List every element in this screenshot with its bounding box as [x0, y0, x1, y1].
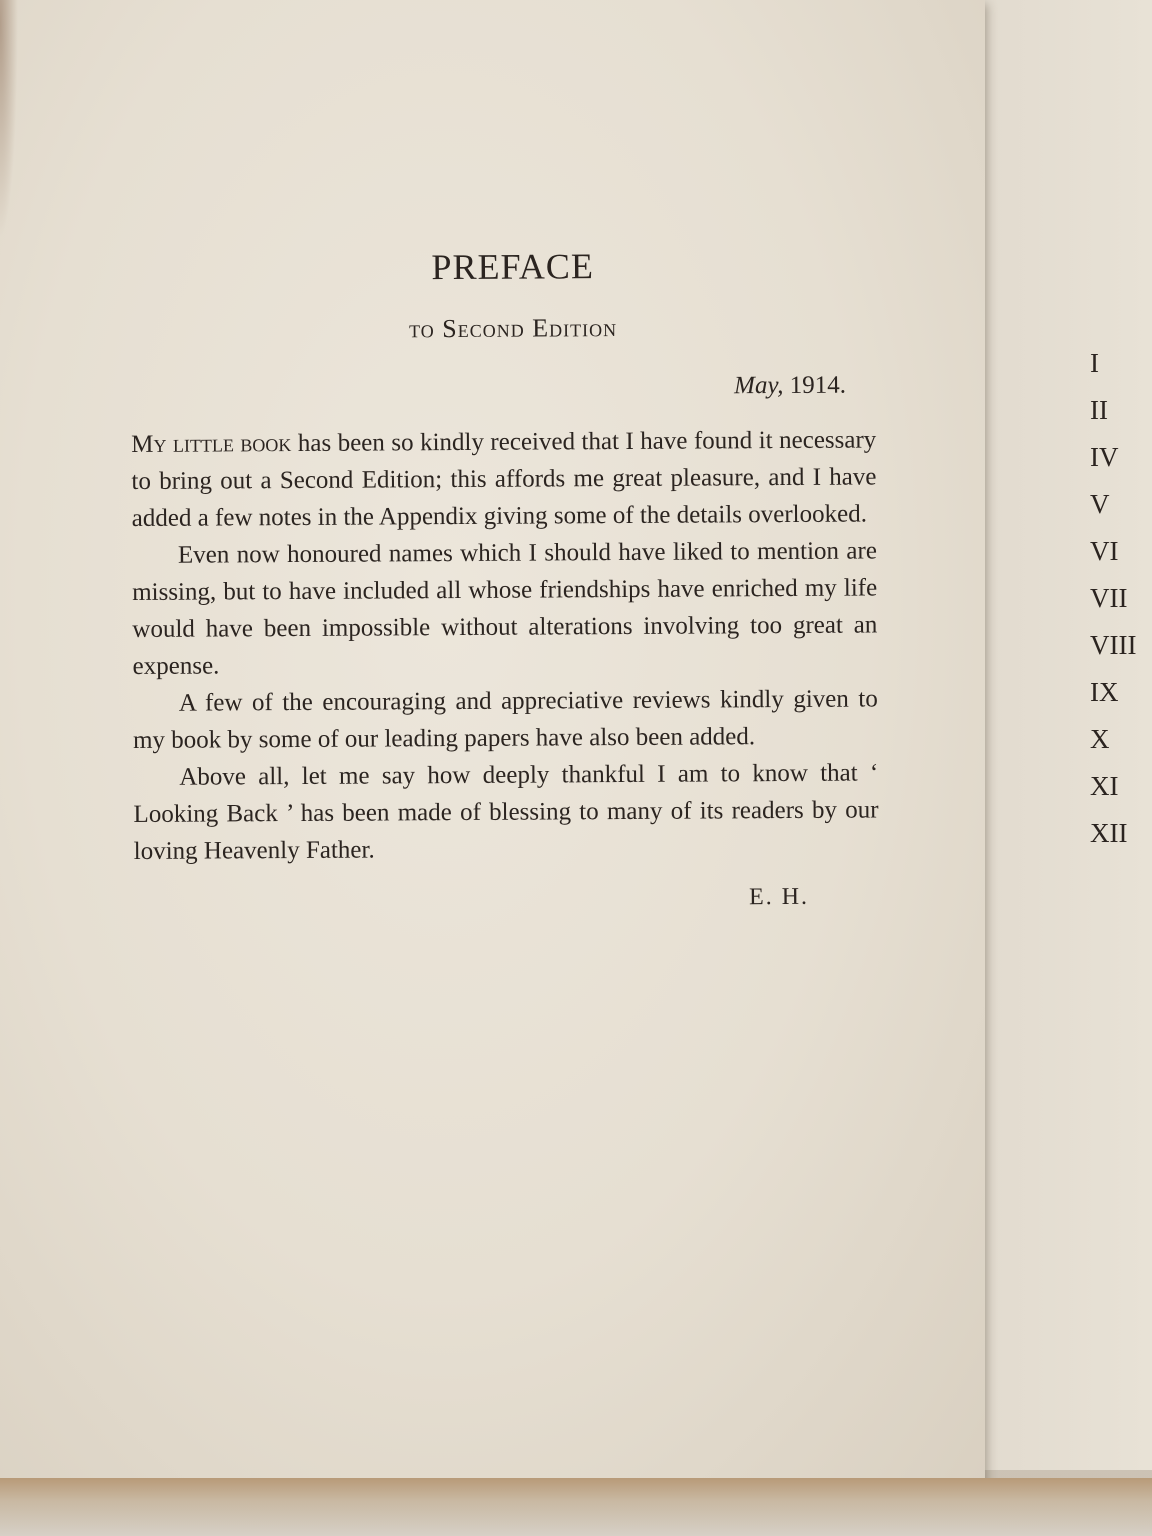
- numeral: V: [1090, 489, 1110, 519]
- paragraph-2: Even now honoured names which I should have liked to mention are missing, but to have included all whose friendships have enriched my life would have been impossible without alterations involving too great an expense.: [132, 537, 878, 680]
- paragraph-4: Above all, let me say how deeply thankful I am to know that ‘ Looking Back ’ has been made of blessing to many of its readers by our loving Heavenly Father.: [133, 759, 879, 865]
- preface-text: [130, 235, 879, 915]
- date-year: 1914.: [789, 371, 846, 399]
- paragraph-3: A few of the encouraging and appreciative reviews kindly given to my book by some of our leading papers have also been added.: [132, 685, 878, 754]
- paragraph-1-opening: My little book: [131, 430, 292, 458]
- numeral: IV: [1090, 442, 1119, 472]
- numeral: XI: [1090, 771, 1119, 801]
- page-subtitle: to Second Edition: [408, 313, 618, 344]
- numeral: X: [1090, 724, 1110, 754]
- page-bottom-edge: [0, 1478, 1152, 1536]
- numeral: XII: [1090, 818, 1128, 848]
- preface-date: [131, 372, 846, 404]
- numeral: VII: [1090, 583, 1128, 613]
- date-month: May,: [734, 372, 784, 400]
- numeral: VI: [1090, 536, 1119, 566]
- numeral: VIII: [1090, 630, 1137, 660]
- numeral: IX: [1090, 677, 1119, 707]
- facing-page-numerals: [1090, 340, 1152, 857]
- numeral: II: [1090, 395, 1108, 425]
- page-title: PREFACE: [431, 246, 594, 288]
- paragraph-1: [131, 421, 877, 537]
- numeral: I: [1090, 348, 1099, 378]
- paragraph-1-body: has been so kindly received that I have found it necessary to bring out a Second Edition; this affords me great pleasure, and I have added a few notes in the Appendix giving some of the details overlooked.: [131, 426, 877, 532]
- signature-initials: E. H.: [748, 883, 810, 911]
